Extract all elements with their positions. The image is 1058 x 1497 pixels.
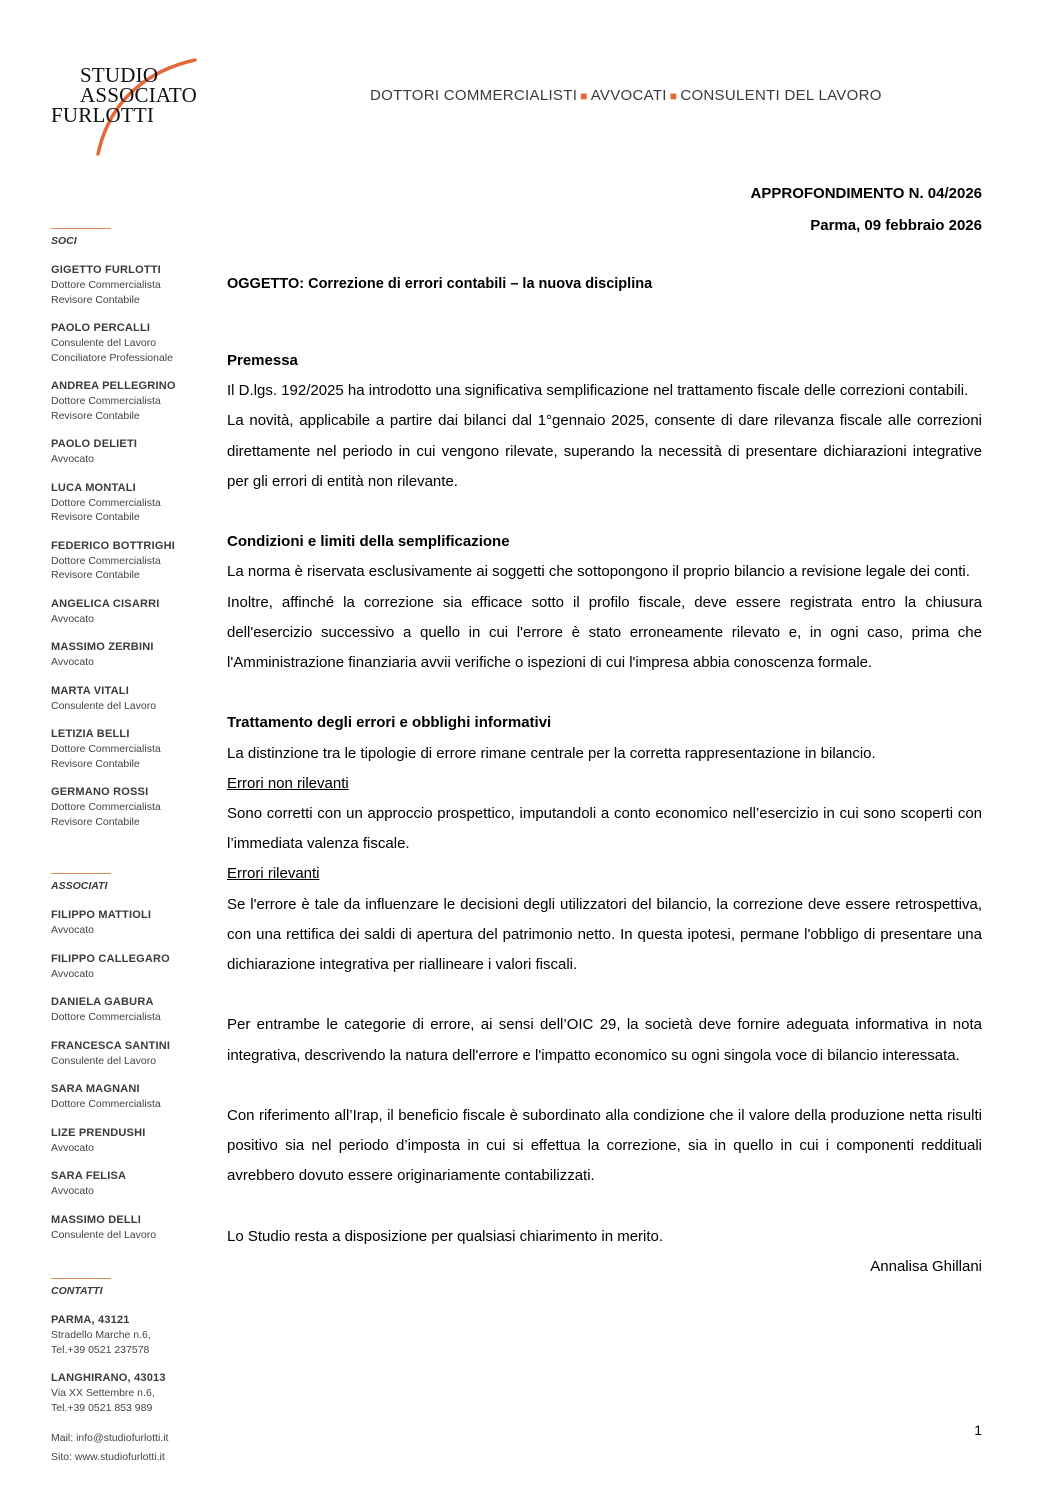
person-name: SARA MAGNANI	[51, 1083, 140, 1095]
divider	[51, 1278, 111, 1279]
contatti-list	[51, 1313, 211, 1415]
section-heading: Premessa	[227, 352, 298, 369]
contact-site[interactable]: Sito: www.studiofurlotti.it	[51, 1451, 165, 1463]
person-role: Dottore Commercialista	[51, 801, 161, 813]
person-role: Revisore Contabile	[51, 815, 140, 828]
person-role: Avvocato	[51, 967, 94, 980]
person-role: Dottore Commercialista	[51, 554, 161, 567]
paragraph: Inoltre, affinché la correzione sia efficace sotto il profilo fiscale, deve essere registrata entro la chiusura dell'esercizio successivo a quello in cui l'errore è stato erroneamente rilevato e, in ogni caso, prima che l'Amministrazione finanziaria avvii verifiche o ispezioni di cui l'impresa abbia conoscenza formale.	[227, 593, 982, 672]
document-date: Parma, 09 febbraio 2026	[810, 217, 982, 234]
person-name: FRANCESCA SANTINI	[51, 1039, 171, 1052]
subsection-heading: Errori rilevanti	[227, 865, 320, 883]
person-name: GERMANO ROSSI	[51, 786, 149, 798]
person-entry	[51, 1213, 211, 1243]
person-entry	[51, 263, 211, 307]
separator-square-icon: ■	[669, 89, 678, 103]
person-name: LUCA MONTALI	[51, 481, 136, 494]
person-name: SARA FELISA	[51, 1170, 127, 1182]
associati-heading: ASSOCIATI	[51, 880, 108, 892]
paragraph: Sono corretti con un approccio prospettico, imputandoli a conto economico nell’esercizio in cui sono scoperti con l’immediata valenza fiscale.	[227, 805, 982, 853]
tagline-item: DOTTORI COMMERCIALISTI	[370, 87, 578, 104]
person-name: FEDERICO BOTTRIGHI	[51, 539, 175, 552]
divider	[51, 228, 111, 229]
person-role: Revisore Contabile	[51, 293, 140, 306]
document-reference	[751, 178, 982, 242]
person-entry	[51, 321, 211, 365]
contact-line: Tel.+39 0521 853 989	[51, 1401, 153, 1414]
contact-entry	[51, 1371, 211, 1415]
paragraph: La distinzione tra le tipologie di errore rimane centrale per la corretta rappresentazione in bilancio.	[227, 744, 876, 762]
person-name: LIZE PRENDUSHI	[51, 1126, 146, 1139]
person-name: PAOLO DELIETI	[51, 438, 138, 450]
person-name: GIGETTO FURLOTTI	[51, 264, 161, 276]
person-entry	[51, 1169, 211, 1199]
contatti-heading: CONTATTI	[51, 1285, 103, 1297]
person-name: MARTA VITALI	[51, 684, 129, 697]
person-entry	[51, 1126, 211, 1156]
paragraph: Con riferimento all’Irap, il beneficio fiscale è subordinato alla condizione che il valore della produzione netta risulti positivo sia nel periodo d’imposta in cui si effettua la correzione, sia in quello in cui i componenti reddituali avrebbero dovuto essere originariamente contabilizzati.	[227, 1107, 982, 1185]
person-role: Consulente del Lavoro	[51, 1228, 157, 1241]
person-name: LETIZIA BELLI	[51, 728, 130, 740]
person-entry	[51, 379, 211, 423]
person-role: Dottore Commercialista	[51, 1011, 161, 1023]
page-number: 1	[974, 1422, 982, 1438]
soci-heading: SOCI	[51, 235, 77, 247]
person-name: DANIELA GABURA	[51, 996, 154, 1008]
person-entry	[51, 481, 211, 525]
person-role: Dottore Commercialista	[51, 279, 161, 291]
person-entry	[51, 952, 211, 982]
sidebar	[51, 228, 211, 1467]
person-name: PAOLO PERCALLI	[51, 322, 151, 334]
logo-line-3: FURLOTTI	[51, 103, 155, 127]
logo-line-2: ASSOCIATO	[80, 83, 197, 107]
person-entry	[51, 785, 211, 829]
person-role: Revisore Contabile	[51, 511, 140, 523]
person-role: Avvocato	[51, 1185, 94, 1197]
person-name: ANDREA PELLEGRINO	[51, 380, 176, 392]
person-entry	[51, 1082, 211, 1112]
person-entry	[51, 597, 211, 627]
person-role: Revisore Contabile	[51, 409, 140, 422]
person-entry	[51, 437, 211, 467]
person-role: Consulente del Lavoro	[51, 699, 157, 712]
logo-line-1: STUDIO	[80, 63, 159, 87]
person-role: Dottore Commercialista	[51, 496, 161, 509]
reference-number: APPROFONDIMENTO N. 04/2026	[750, 185, 982, 202]
person-role: Consulente del Lavoro	[51, 337, 157, 349]
person-entry	[51, 1039, 211, 1069]
signature: Annalisa Ghillani	[870, 1258, 982, 1276]
contact-mail[interactable]: Mail: info@studiofurlotti.it	[51, 1432, 169, 1444]
person-entry	[51, 684, 211, 714]
paragraph: Per entrambe le categorie di errore, ai sensi dell’OIC 29, la società deve fornire adeguata informativa in nota integrativa, descrivendo la natura dell'errore e l'impatto economico su ogni singola voce di bilancio interessata.	[227, 1016, 982, 1064]
document-subject: OGGETTO: Correzione di errori contabili – la nuova disciplina	[227, 276, 653, 292]
separator-square-icon: ■	[580, 89, 588, 103]
person-role: Avvocato	[51, 612, 94, 625]
closing-paragraph: Lo Studio resta a disposizione per qualsiasi chiarimento in merito.	[227, 1227, 664, 1245]
person-role: Avvocato	[51, 1141, 94, 1154]
person-name: FILIPPO MATTIOLI	[51, 909, 152, 921]
contact-entry	[51, 1313, 211, 1357]
section-heading: Trattamento degli errori e obblighi informativi	[227, 714, 552, 732]
person-role: Revisore Contabile	[51, 569, 140, 581]
person-entry	[51, 539, 211, 583]
person-role: Dottore Commercialista	[51, 1098, 161, 1110]
studio-logo	[50, 58, 210, 158]
contact-line: Tel.+39 0521 237578	[51, 1343, 150, 1356]
subsection-heading: Errori non rilevanti	[227, 774, 349, 792]
person-entry	[51, 908, 211, 938]
paragraph: Il D.lgs. 192/2025 ha introdotto una significativa semplificazione nel trattamento fiscale delle correzioni contabili.	[227, 382, 969, 400]
paragraph: La novità, applicabile a partire dai bilanci dal 1°gennaio 2025, consente di dare rilevanza fiscale alle correzioni direttamente nel periodo in cui vengono rilevate, superando la necessità di presentare dichiarazioni integrative per gli errori di entità non rilevante.	[227, 412, 982, 490]
paragraph: La norma è riservata esclusivamente ai soggetti che sottopongono il proprio bilancio a revisione legale dei conti.	[227, 563, 970, 581]
divider	[51, 873, 111, 874]
soci-list	[51, 263, 211, 829]
paragraph: Se l'errore è tale da influenzare le decisioni degli utilizzatori del bilancio, la correzione deve essere retrospettiva, con una rettifica dei saldi di apertura del patrimonio netto. In questa ipotesi, permane l'obbligo di presentare una dichiarazione integrativa per riallineare i valori fiscali.	[227, 895, 982, 974]
person-role: Avvocato	[51, 924, 94, 936]
contact-office: LANGHIRANO, 43013	[51, 1372, 166, 1384]
contact-line: Stradello Marche n.6,	[51, 1329, 151, 1341]
person-role: Revisore Contabile	[51, 757, 140, 770]
person-role: Dottore Commercialista	[51, 743, 161, 755]
person-entry	[51, 727, 211, 771]
person-entry	[51, 995, 211, 1025]
tagline-item: AVVOCATI	[590, 87, 667, 104]
section-heading: Condizioni e limiti della semplificazione	[227, 533, 510, 551]
person-name: FILIPPO CALLEGARO	[51, 952, 170, 965]
person-name: MASSIMO ZERBINI	[51, 641, 154, 653]
associati-list	[51, 908, 211, 1242]
person-role: Conciliatore Professionale	[51, 351, 173, 364]
header-tagline	[370, 87, 882, 104]
person-role: Avvocato	[51, 453, 94, 465]
person-name: MASSIMO DELLI	[51, 1213, 141, 1226]
person-name: ANGELICA CISARRI	[51, 597, 160, 610]
person-role: Consulente del Lavoro	[51, 1054, 157, 1067]
person-entry	[51, 640, 211, 670]
person-role: Avvocato	[51, 656, 94, 668]
tagline-item: CONSULENTI DEL LAVORO	[680, 87, 882, 104]
person-role: Dottore Commercialista	[51, 395, 161, 407]
contact-line: Via XX Settembre n.6,	[51, 1387, 155, 1399]
document-body	[227, 346, 982, 1282]
contact-office: PARMA, 43121	[51, 1314, 130, 1326]
